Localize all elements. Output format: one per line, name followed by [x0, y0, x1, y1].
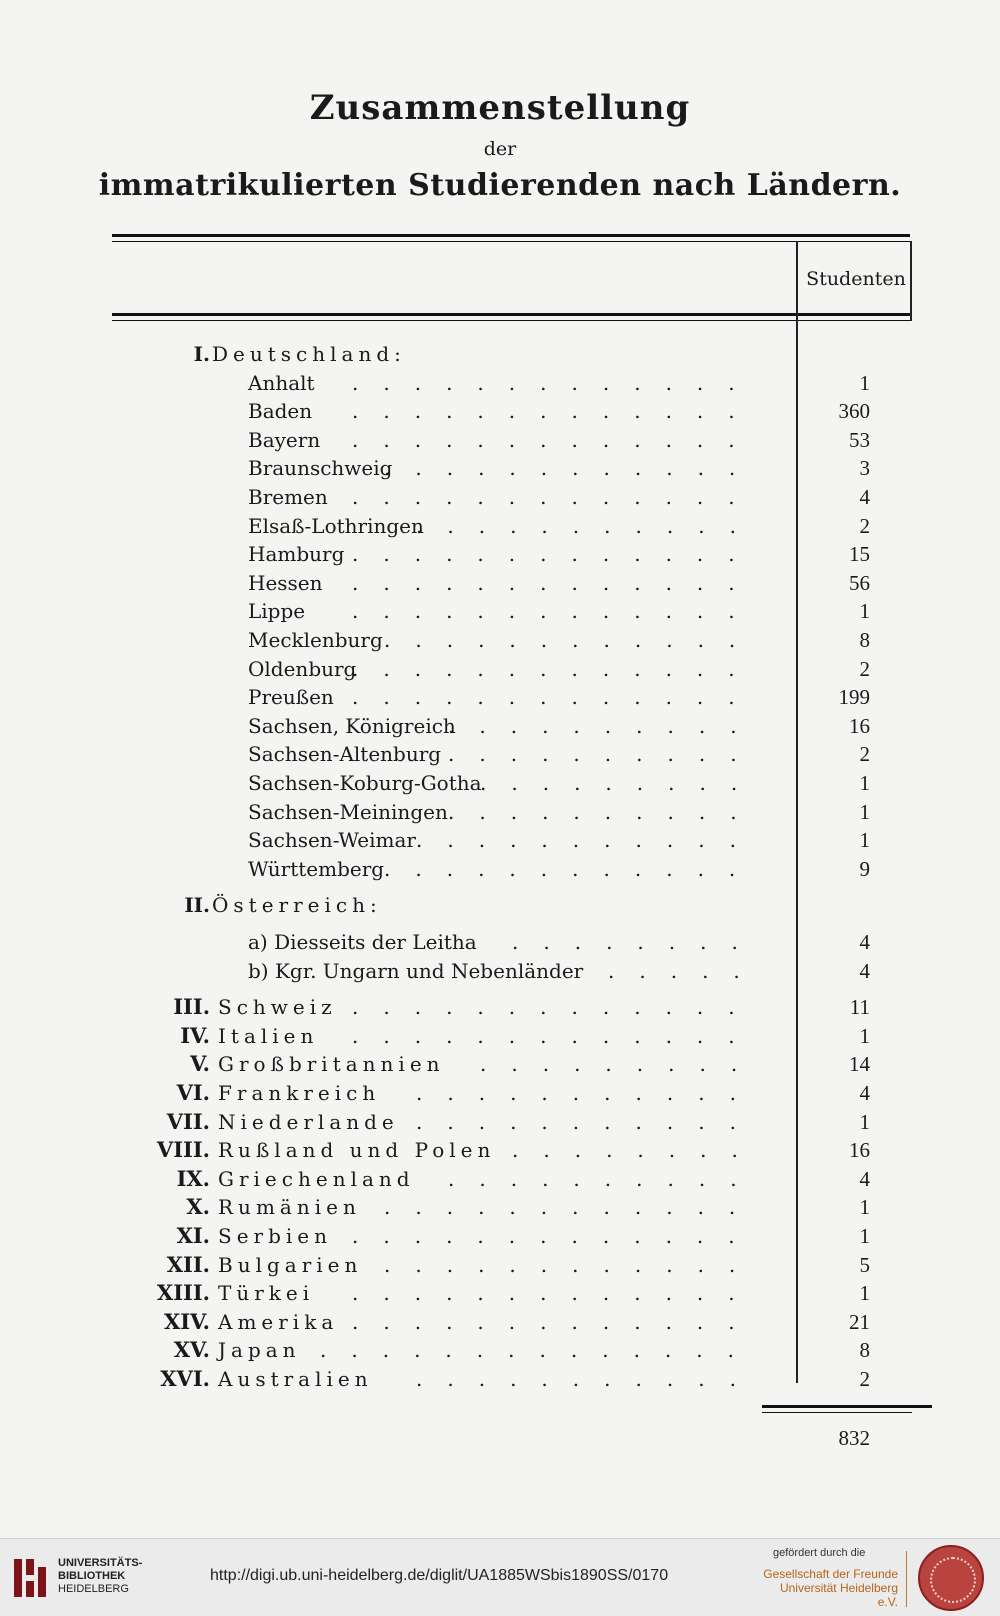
roman-numeral: VIII.: [156, 1137, 210, 1163]
leader-dots: ........: [512, 1138, 763, 1163]
region-name: Sachsen-Altenburg: [248, 742, 442, 767]
region-name: Württemberg: [248, 856, 385, 881]
header-rule-thin: [112, 320, 910, 321]
student-count: 1: [859, 1109, 870, 1134]
student-count: 1: [859, 370, 870, 395]
roman-numeral: XIII.: [156, 1280, 210, 1306]
roman-numeral: VI.: [176, 1080, 210, 1105]
student-count: 16: [849, 1138, 870, 1163]
table-row: [0, 1279, 1000, 1307]
leader-dots: ........: [512, 930, 763, 954]
student-count: 4: [859, 1081, 870, 1105]
sum-rule-thin: [762, 1412, 912, 1413]
region-name: Baden: [248, 399, 313, 424]
table-row: [0, 1136, 1000, 1164]
roman-numeral: IV.: [180, 1022, 210, 1048]
roman-numeral: I.: [193, 342, 210, 366]
table-row: [0, 1365, 1000, 1393]
student-count: 21: [849, 1309, 870, 1334]
country-name: Amerika: [218, 1309, 339, 1334]
student-count: 4: [859, 485, 870, 509]
region-name: Sachsen, Königreich: [248, 713, 456, 738]
student-count: 199: [838, 685, 870, 710]
region-name: Sachsen-Koburg-Gotha: [248, 771, 482, 795]
section-name: Österreich:: [212, 893, 382, 918]
roman-numeral: XI.: [176, 1223, 210, 1248]
region-name: Sachsen-Weimar: [248, 828, 416, 853]
leader-dots: .............: [352, 1224, 760, 1248]
student-count: 9: [859, 856, 870, 881]
table-row: [0, 1193, 1000, 1221]
roman-numeral: V.: [190, 1051, 210, 1077]
leader-dots: .............: [352, 1309, 760, 1334]
leader-dots: .............: [352, 995, 760, 1020]
table-row: [0, 369, 1000, 397]
roman-numeral: VII.: [166, 1108, 210, 1134]
region-name: Lippe: [248, 599, 306, 624]
total-value: 832: [838, 1426, 870, 1450]
student-count: 53: [849, 427, 870, 452]
table-row: [0, 957, 1000, 985]
country-name: Schweiz: [218, 995, 337, 1020]
leader-dots: ...........: [416, 1081, 761, 1105]
table-row: [0, 540, 1000, 568]
student-count: 4: [859, 930, 870, 954]
student-count: 2: [859, 1367, 870, 1391]
page-title: Zusammenstellung: [309, 88, 691, 128]
sponsor-label: gefördert durch die: [773, 1547, 866, 1559]
footer-bar: [0, 1538, 1000, 1616]
table-row: [0, 683, 1000, 711]
roman-numeral: XIV.: [163, 1308, 210, 1334]
region-name: Bayern: [248, 427, 321, 452]
student-count: 2: [859, 742, 870, 767]
roman-numeral: III.: [173, 994, 210, 1020]
student-count: 16: [849, 713, 870, 738]
country-name: Australien: [218, 1367, 373, 1391]
roman-numeral: II.: [184, 893, 210, 918]
leader-dots: ...........: [416, 513, 761, 538]
region-name: Mecklenburg: [248, 628, 383, 652]
table-row: [0, 712, 1000, 740]
leader-dots: .............: [352, 1281, 760, 1306]
library-logo-icon: [14, 1559, 48, 1597]
student-count: 2: [859, 513, 870, 538]
country-name: Griechenland: [218, 1166, 415, 1191]
student-count: 3: [859, 456, 870, 481]
table-row: [0, 1050, 1000, 1078]
table-row: [0, 655, 1000, 683]
region-name: Hessen: [248, 570, 323, 595]
top-rule-thin: [112, 241, 910, 242]
region-name: Braunschweig: [248, 456, 393, 481]
leader-dots: .............: [352, 542, 760, 567]
country-name: Frankreich: [218, 1081, 381, 1105]
country-name: Serbien: [218, 1224, 333, 1248]
roman-numeral: XII.: [166, 1251, 210, 1277]
student-count: 5: [859, 1252, 870, 1277]
table-row: [0, 1251, 1000, 1279]
leader-dots: ............: [384, 1252, 761, 1277]
leader-dots: ..........: [448, 799, 762, 824]
section-heading: [0, 891, 1000, 919]
region-name: Bremen: [248, 485, 328, 509]
table-row: [0, 855, 1000, 883]
student-count: 11: [849, 995, 870, 1020]
table-row: [0, 1108, 1000, 1136]
leader-dots: .............: [352, 370, 760, 395]
country-name: Bulgarien: [218, 1252, 363, 1277]
student-count: 56: [849, 570, 870, 595]
leader-dots: ...........: [416, 1109, 761, 1134]
roman-numeral: IX.: [176, 1165, 210, 1191]
student-count: 15: [849, 542, 870, 567]
country-name: Rumänien: [218, 1195, 361, 1220]
table-row: [0, 1308, 1000, 1336]
table-row: [0, 1079, 1000, 1107]
leader-dots: ..........: [448, 713, 762, 738]
university-seal-icon: [918, 1545, 984, 1611]
table-row: [0, 1022, 1000, 1050]
leader-dots: ..........: [448, 742, 762, 767]
table-row: [0, 512, 1000, 540]
country-name: Niederlande: [218, 1109, 399, 1134]
student-count: 1: [859, 799, 870, 824]
table-row: [0, 993, 1000, 1021]
section-heading: [0, 340, 1000, 368]
table-row: [0, 626, 1000, 654]
roman-numeral: XV.: [173, 1337, 210, 1363]
student-count: 1: [859, 1224, 870, 1248]
header-rule-thick: [112, 313, 910, 316]
leader-dots: .............: [352, 427, 760, 452]
source-url-link[interactable]: http://digi.ub.uni-heidelberg.de/diglit/UA1885WSbis1890SS/0170: [210, 1567, 669, 1584]
sponsor-name-line: Universität Heidelberg e.V.: [779, 1581, 898, 1609]
leader-dots: .............: [352, 656, 760, 681]
table-row: [0, 597, 1000, 625]
student-count: 1: [859, 599, 870, 624]
table-row: [0, 1336, 1000, 1364]
region-name: Preußen: [248, 685, 334, 710]
student-count: 360: [838, 399, 870, 424]
library-name-line: HEIDELBERG: [58, 1583, 129, 1595]
student-count: 1: [859, 1023, 870, 1048]
region-name: Elsaß-Lothringen: [248, 513, 424, 538]
country-name: Japan: [218, 1338, 301, 1363]
library-name-line: BIBLIOTHEK: [58, 1570, 126, 1582]
student-count: 14: [849, 1052, 870, 1077]
sum-rule-thick: [762, 1405, 932, 1408]
leader-dots: ..........: [448, 1166, 762, 1191]
table-row: [0, 1165, 1000, 1193]
leader-dots: ...........: [416, 1367, 761, 1391]
student-count: 4: [859, 958, 870, 983]
roman-numeral: X.: [186, 1194, 210, 1220]
leader-dots: .............: [352, 399, 760, 424]
region-name: a) Diesseits der Leitha: [248, 930, 477, 954]
country-name: Italien: [218, 1023, 319, 1048]
region-name: b) Kgr. Ungarn und Nebenländer: [248, 958, 584, 983]
leader-dots: ............: [384, 628, 761, 652]
top-rule-thick: [112, 234, 910, 237]
footer-divider: [906, 1551, 907, 1607]
leader-dots: .............: [352, 485, 760, 509]
library-name-line: UNIVERSITÄTS-: [58, 1557, 143, 1569]
country-name: Großbritannien: [218, 1052, 445, 1077]
column-header-students: Studenten: [806, 268, 906, 290]
table-row: [0, 1222, 1000, 1250]
table-row: [0, 740, 1000, 768]
library-name: [58, 1557, 142, 1596]
leader-dots: .............: [352, 599, 760, 624]
student-count: 1: [859, 771, 870, 795]
leader-dots: .............: [352, 685, 760, 710]
leader-dots: ............: [384, 1195, 761, 1220]
sponsor-name-line: Gesellschaft der Freunde: [763, 1567, 898, 1581]
leader-dots: .............: [352, 570, 760, 595]
leader-dots: .....: [608, 958, 765, 983]
table-row: [0, 454, 1000, 482]
table-row: [0, 928, 1000, 956]
region-name: Hamburg: [248, 542, 345, 567]
student-count: 1: [859, 1281, 870, 1306]
roman-numeral: XVI.: [160, 1366, 210, 1391]
title-connector: der: [483, 138, 517, 160]
table-row: [0, 397, 1000, 425]
sponsor-name: [758, 1567, 898, 1609]
leader-dots: ..............: [320, 1338, 760, 1363]
region-name: Sachsen-Meiningen: [248, 799, 448, 824]
table-row: [0, 798, 1000, 826]
country-name: Rußland und Polen: [218, 1138, 496, 1163]
student-count: 1: [859, 828, 870, 853]
region-name: Oldenburg: [248, 656, 357, 681]
country-name: Türkei: [218, 1281, 315, 1306]
student-count: 8: [859, 628, 870, 652]
table-row: [0, 826, 1000, 854]
leader-dots: .........: [480, 1052, 763, 1077]
leader-dots: ............: [384, 456, 761, 481]
student-count: 8: [859, 1338, 870, 1363]
student-count: 4: [859, 1166, 870, 1191]
table-row: [0, 426, 1000, 454]
region-name: Anhalt: [248, 370, 315, 395]
table-row: [0, 569, 1000, 597]
section-name: Deutschland:: [212, 342, 406, 366]
page-subtitle: immatrikulierten Studierenden nach Ländern.: [98, 168, 902, 203]
table-row: [0, 769, 1000, 797]
leader-dots: .........: [480, 771, 763, 795]
student-count: 2: [859, 656, 870, 681]
leader-dots: ...........: [416, 828, 761, 853]
leader-dots: ............: [384, 856, 761, 881]
table-row: [0, 483, 1000, 511]
leader-dots: .............: [352, 1023, 760, 1048]
student-count: 1: [859, 1195, 870, 1220]
